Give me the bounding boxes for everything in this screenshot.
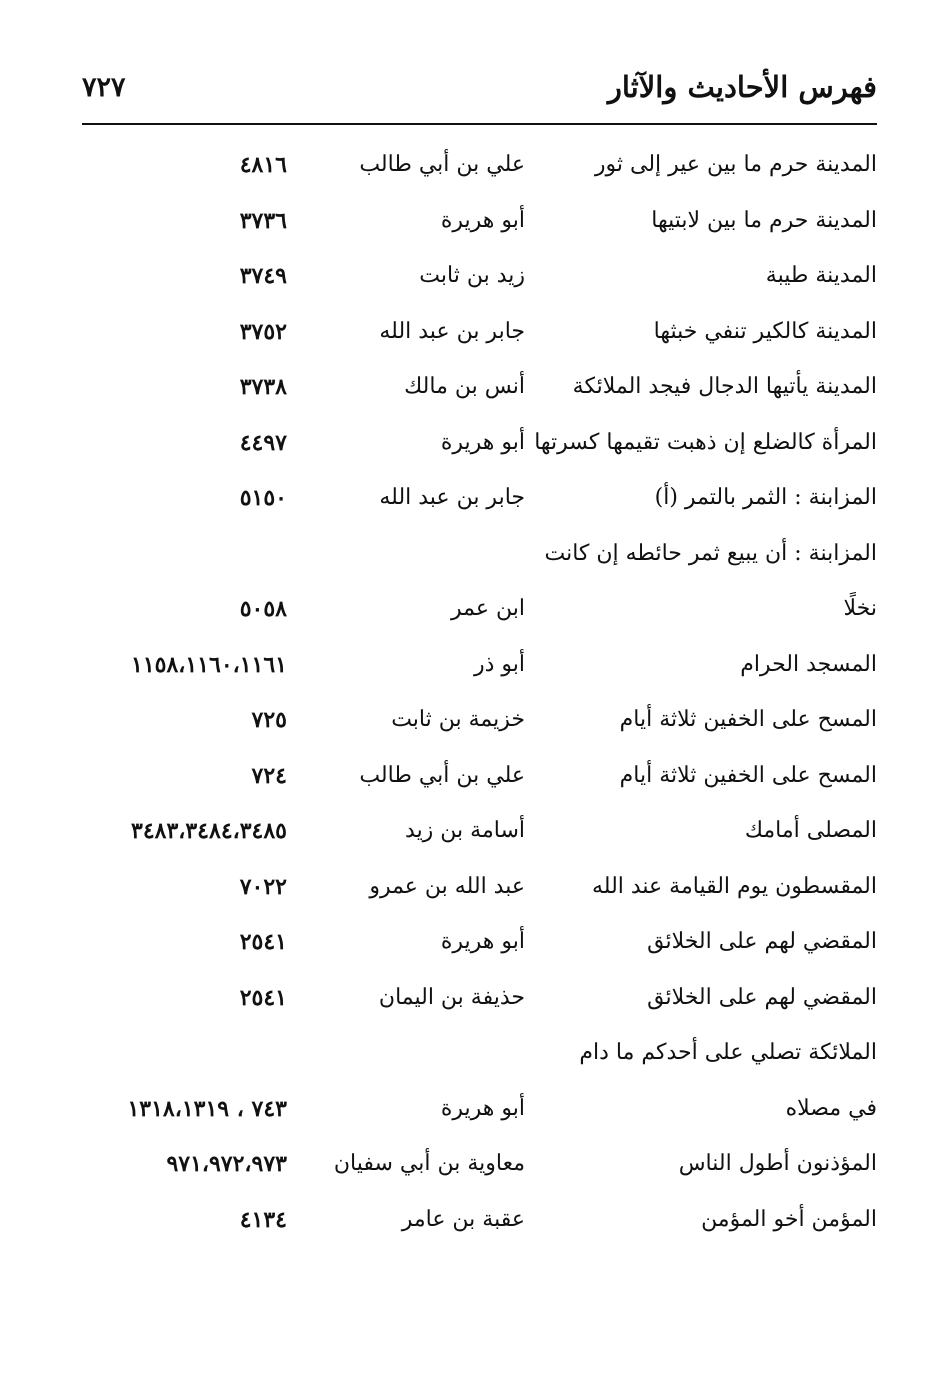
narrator: علي بن أبي طالب (359, 152, 525, 177)
hadith-numbers: ٣٧٣٦ (239, 207, 287, 234)
hadith-numbers: ٩٧١،٩٧٢،٩٧٣ (166, 1151, 287, 1177)
hadith-text: المؤمن أخو المؤمن (701, 1206, 877, 1232)
index-row (82, 418, 877, 474)
hadith-text: المؤذنون أطول الناس (678, 1151, 877, 1176)
hadith-text: المزابنة : أن يبيع ثمر حائطه إن كانت (544, 540, 877, 566)
narrator: أنس بن مالك (404, 374, 525, 399)
index-row (82, 973, 877, 1029)
index-list (82, 140, 877, 1250)
index-row (82, 473, 877, 529)
page-header (82, 62, 877, 118)
index-row (82, 1139, 877, 1195)
hadith-text: المدينة حرم ما بين لابتيها (651, 207, 877, 233)
index-row (82, 196, 877, 252)
hadith-numbers: ٧٢٥ (251, 707, 287, 733)
hadith-numbers: ٢٥٤١ (239, 984, 287, 1011)
hadith-text: في مصلاه (785, 1095, 877, 1121)
page-number: ٧٢٧ (82, 72, 126, 103)
index-row (82, 1028, 877, 1084)
index-row (82, 640, 877, 696)
hadith-numbers: ٧٠٢٢ (239, 873, 287, 900)
hadith-numbers: ١١٥٨،١١٦٠،١١٦١ (131, 651, 287, 678)
hadith-text: المرأة كالضلع إن ذهبت تقيمها كسرتها (534, 429, 877, 455)
hadith-text: المصلى أمامك (744, 818, 877, 843)
index-row (82, 140, 877, 196)
index-row (82, 362, 877, 418)
hadith-text: المسح على الخفين ثلاثة أيام (619, 707, 877, 732)
narrator: أبو هريرة (440, 207, 525, 233)
hadith-text: المزابنة : الثمر بالتمر (أ) (654, 485, 877, 510)
page-title: فهرس الأحاديث والآثار (607, 70, 877, 104)
hadith-text: المدينة حرم ما بين عير إلى ثور (594, 152, 877, 177)
hadith-text: المدينة يأتيها الدجال فيجد الملائكة (572, 374, 877, 399)
hadith-numbers: ٤٤٩٧ (239, 429, 287, 456)
narrator: أسامة بن زيد (405, 818, 525, 843)
narrator: معاوية بن أبي سفيان (333, 1151, 525, 1176)
index-row (82, 1195, 877, 1251)
narrator: جابر بن عبد الله (379, 485, 525, 510)
narrator: عبد الله بن عمرو (369, 873, 525, 899)
hadith-numbers: ٤٨١٦ (239, 152, 287, 178)
narrator: أبو ذر (473, 651, 525, 677)
index-row (82, 529, 877, 585)
hadith-numbers: ٧٢٤ (251, 762, 287, 789)
narrator: ابن عمر (451, 596, 525, 621)
index-row (82, 584, 877, 640)
hadith-text: الملائكة تصلي على أحدكم ما دام (579, 1040, 877, 1065)
hadith-numbers: ٢٥٤١ (239, 929, 287, 955)
hadith-numbers: ٥١٥٠ (239, 485, 287, 511)
narrator: أبو هريرة (440, 429, 525, 455)
narrator: أبو هريرة (440, 1095, 525, 1121)
index-row (82, 806, 877, 862)
hadith-numbers: ٤١٣٤ (239, 1206, 287, 1233)
hadith-numbers: ٣٤٨٣،٣٤٨٤،٣٤٨٥ (131, 818, 287, 844)
index-row (82, 1084, 877, 1140)
hadith-text: المقسطون يوم القيامة عند الله (591, 873, 877, 899)
index-row (82, 307, 877, 363)
hadith-text: المسح على الخفين ثلاثة أيام (619, 762, 877, 788)
narrator: علي بن أبي طالب (359, 762, 525, 788)
index-row (82, 917, 877, 973)
narrator: جابر بن عبد الله (379, 318, 525, 344)
narrator: عقبة بن عامر (401, 1206, 525, 1232)
hadith-numbers: ٧٤٣ ، ١٣١٨،١٣١٩ (127, 1095, 287, 1122)
narrator: حذيفة بن اليمان (378, 984, 525, 1010)
hadith-numbers: ٣٧٣٨ (239, 374, 287, 400)
hadith-text: نخلًا (843, 596, 877, 621)
header-divider (82, 123, 877, 125)
hadith-text: المدينة طيبة (765, 263, 877, 288)
narrator: زيد بن ثابت (419, 263, 525, 288)
hadith-numbers: ٣٧٤٩ (239, 263, 287, 289)
hadith-text: المقضي لهم على الخلائق (647, 929, 877, 954)
hadith-text: المقضي لهم على الخلائق (647, 984, 877, 1010)
index-row (82, 862, 877, 918)
hadith-text: المدينة كالكير تنفي خبثها (653, 318, 877, 344)
hadith-numbers: ٥٠٥٨ (239, 596, 287, 622)
index-row (82, 751, 877, 807)
hadith-numbers: ٣٧٥٢ (239, 318, 287, 345)
hadith-text: المسجد الحرام (740, 651, 877, 677)
index-row (82, 251, 877, 307)
index-row (82, 695, 877, 751)
narrator: أبو هريرة (440, 929, 525, 954)
narrator: خزيمة بن ثابت (391, 707, 525, 732)
